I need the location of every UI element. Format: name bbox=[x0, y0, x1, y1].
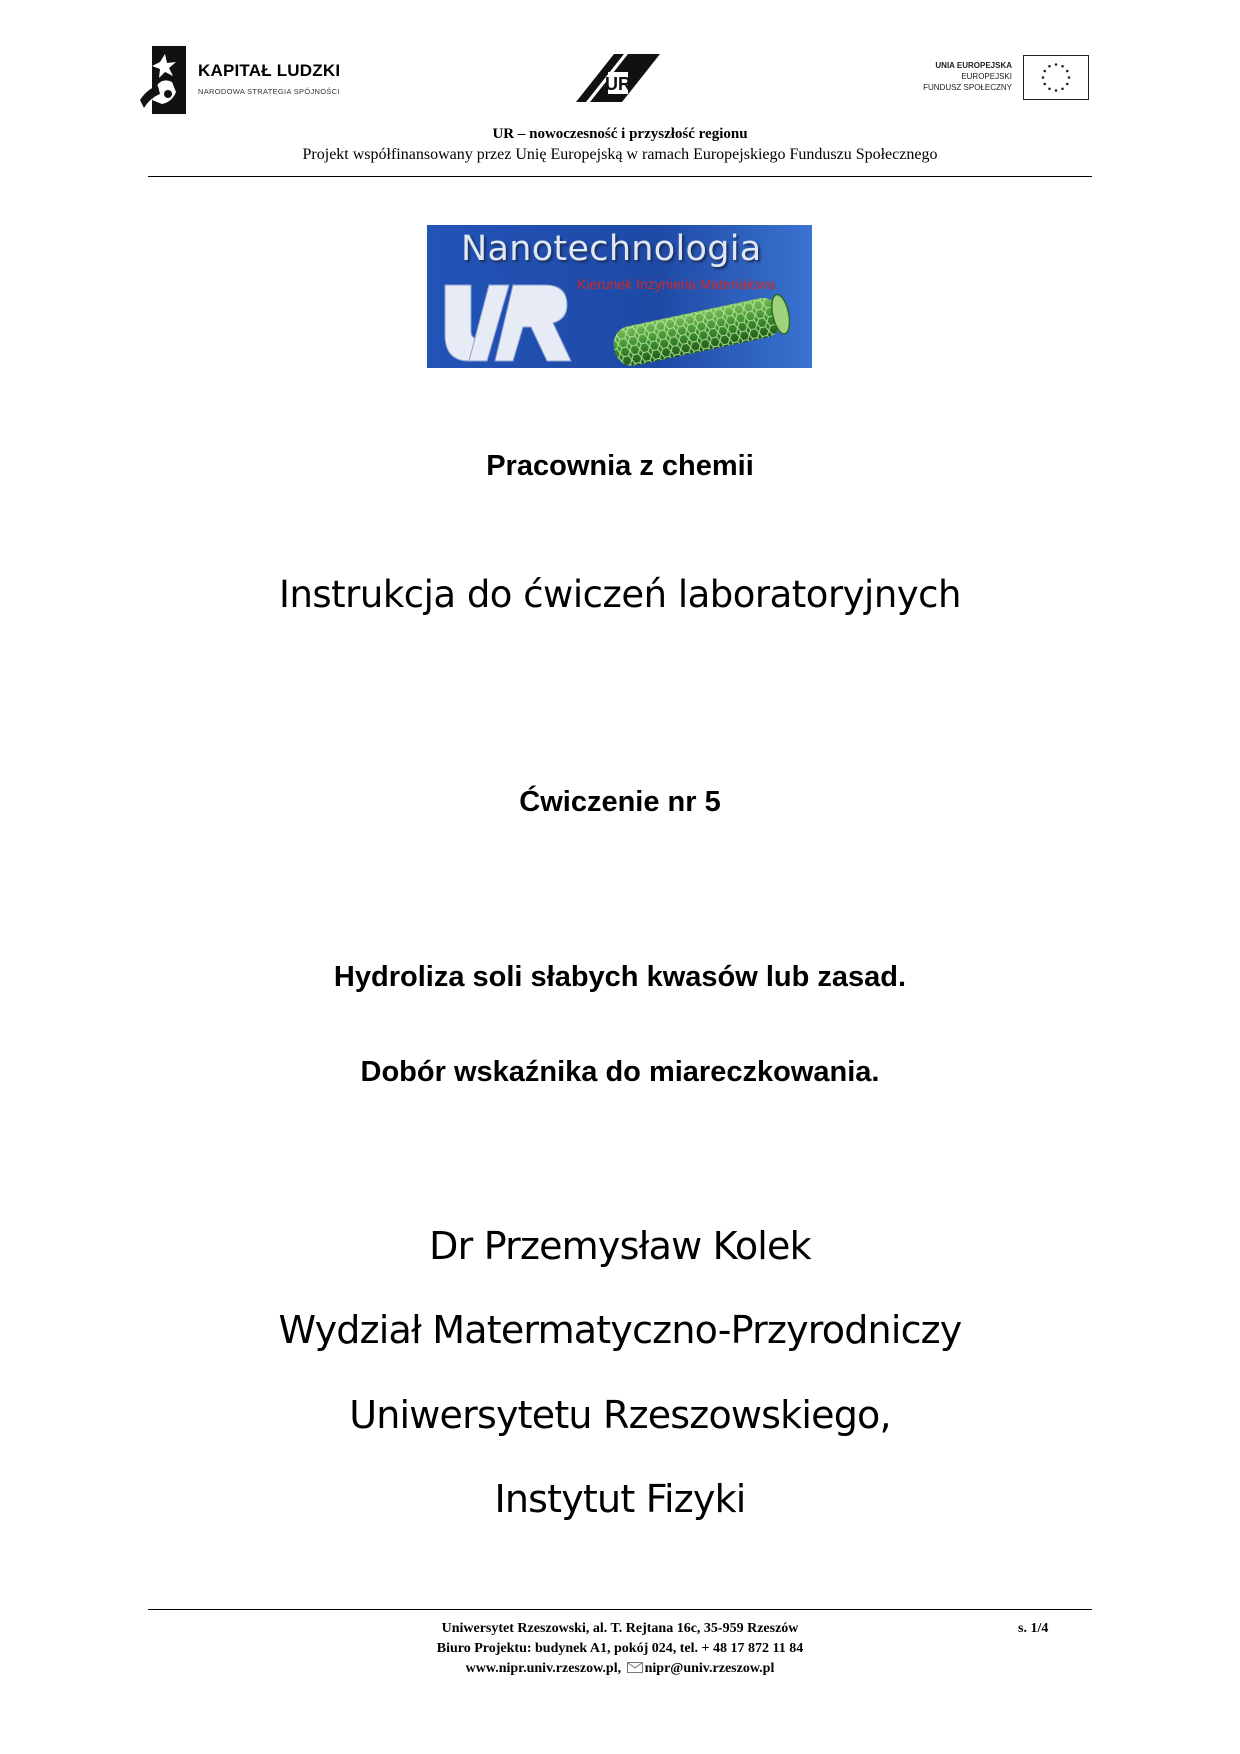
eu-star bbox=[1055, 63, 1058, 66]
university-name: Uniwersytetu Rzeszowskiego, bbox=[349, 1393, 891, 1437]
footer-email-link[interactable]: nipr@univ.rzeszow.pl bbox=[644, 1661, 775, 1676]
eu-star bbox=[1061, 87, 1064, 90]
nanotechnologia-banner bbox=[427, 225, 812, 368]
eu-star bbox=[1048, 65, 1051, 68]
footer-contact bbox=[0, 1661, 1240, 1677]
footer-office: Biuro Projektu: budynek A1, pokój 024, tel. + 48 17 872 11 84 bbox=[436, 1641, 804, 1656]
eu-star bbox=[1043, 70, 1046, 73]
topic-line-1: Hydroliza soli słabych kwasów lub zasad. bbox=[333, 961, 907, 993]
eu-line2: EUROPEJSKI bbox=[961, 72, 1012, 81]
exercise-number: Ćwiczenie nr 5 bbox=[519, 786, 721, 818]
banner-title: Nanotechnologia bbox=[461, 229, 762, 269]
eu-star bbox=[1042, 76, 1045, 79]
banner-subtitle: Kierunek Inżynieria Materiałowa bbox=[577, 276, 776, 292]
kapital-ludzki-title: KAPITAŁ LUDZKI bbox=[198, 61, 341, 80]
eu-star bbox=[1066, 70, 1069, 73]
course-name: Pracownia z chemii bbox=[486, 450, 754, 482]
kapital-ludzki-logo bbox=[138, 44, 358, 118]
project-motto: UR – nowoczesność i przyszłość regionu bbox=[492, 126, 748, 142]
footer-divider bbox=[148, 1609, 1092, 1610]
eu-line1: UNIA EUROPEJSKA bbox=[935, 61, 1012, 70]
eu-star bbox=[1048, 87, 1051, 90]
topic-line-2: Dobór wskaźnika do miareczkowania. bbox=[360, 1056, 880, 1088]
document-type: Instrukcja do ćwiczeń laboratoryjnych bbox=[279, 573, 961, 616]
nipr-ur-logo-icon bbox=[574, 52, 660, 104]
eu-star bbox=[1055, 89, 1058, 92]
eu-star bbox=[1061, 65, 1064, 68]
eu-line3: FUNDUSZ SPOŁECZNY bbox=[923, 83, 1012, 92]
cofinancing-note: Projekt współfinansowany przez Unię Europejską w ramach Europejskiego Funduszu Społecznego bbox=[302, 146, 938, 163]
eu-logo bbox=[900, 54, 1092, 104]
institute-name: Instytut Fizyki bbox=[494, 1477, 746, 1521]
svg-text:UR: UR bbox=[605, 74, 631, 94]
eu-star bbox=[1043, 83, 1046, 86]
kapital-ludzki-emblem-icon bbox=[138, 44, 188, 116]
footer-address: Uniwersytet Rzeszowski, al. T. Rejtana 16c, 35-959 Rzeszów bbox=[441, 1621, 799, 1636]
kapital-ludzki-subtitle: NARODOWA STRATEGIA SPÓJNOŚCI bbox=[198, 87, 340, 96]
envelope-icon bbox=[627, 1662, 643, 1673]
eu-star bbox=[1068, 76, 1071, 79]
page-number: s. 1/4 bbox=[1018, 1621, 1049, 1636]
header-divider bbox=[148, 176, 1092, 177]
footer-website-link[interactable]: www.nipr.univ.rzeszow.pl, bbox=[465, 1661, 622, 1676]
author-name: Dr Przemysław Kolek bbox=[429, 1224, 811, 1268]
eu-star bbox=[1066, 83, 1069, 86]
faculty-name: Wydział Matermatyczno-Przyrodniczy bbox=[278, 1308, 962, 1352]
eu-flag-icon bbox=[1023, 55, 1089, 100]
eu-logo-text bbox=[923, 60, 1012, 93]
